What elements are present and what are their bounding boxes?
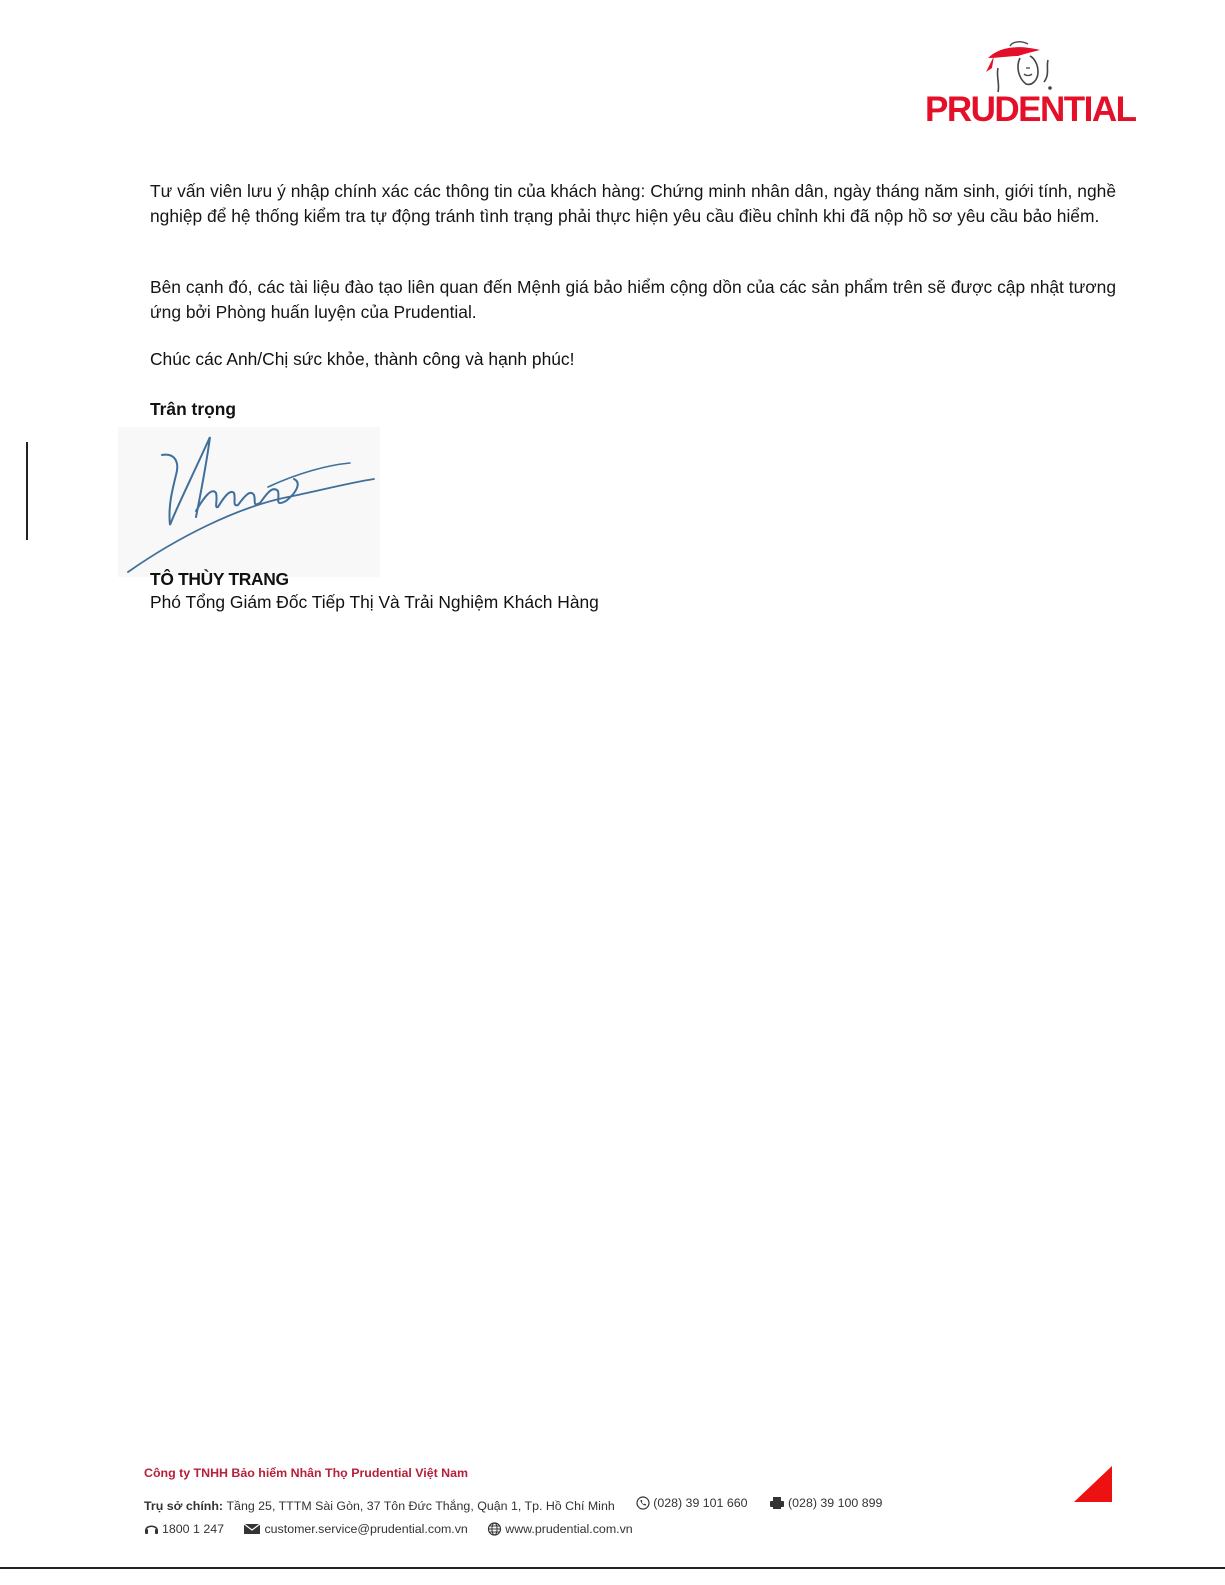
footer-email[interactable] bbox=[243, 1522, 467, 1536]
email-link[interactable]: customer.service@prudential.com.vn bbox=[264, 1522, 468, 1536]
footer-fax bbox=[769, 1496, 882, 1510]
corner-triangle-accent bbox=[1072, 1466, 1112, 1504]
signer-name: TÔ THÙY TRANG bbox=[150, 569, 289, 589]
brand-wordmark: PRUDENTIAL bbox=[925, 90, 1136, 129]
closing-salutation: Trân trọng bbox=[150, 399, 236, 419]
footer-contact-row bbox=[144, 1522, 649, 1539]
head-office-address: Tầng 25, TTTM Sài Gòn, 37 Tôn Đức Thắng, Quận 1, Tp. Hồ Chí Minh bbox=[226, 1499, 615, 1513]
footer-hotline bbox=[144, 1522, 224, 1536]
footer-phone bbox=[636, 1496, 747, 1510]
phone-icon bbox=[636, 1496, 650, 1510]
head-office-label: Trụ sở chính: bbox=[144, 1499, 224, 1513]
lady-prudence-icon bbox=[980, 38, 1060, 94]
letter-body bbox=[150, 179, 1116, 325]
handwritten-signature bbox=[118, 427, 380, 577]
bottom-rule bbox=[0, 1567, 1225, 1569]
prudential-logo bbox=[925, 38, 1136, 130]
fax-icon bbox=[769, 1496, 785, 1510]
footer-website[interactable] bbox=[487, 1522, 632, 1536]
paragraph-data-accuracy: Tư vấn viên lưu ý nhập chính xác các thông tin của khách hàng: Chứng minh nhân dân, ngày tháng năm sinh, giới tính, nghề nghiệp để hệ thống kiểm tra tự động tránh tình trạng phải thực hiện yêu cầu điều chỉnh khi đã nộp hồ sơ yêu cầu bảo hiểm. bbox=[150, 181, 1116, 226]
paragraph-training-update: Bên cạnh đó, các tài liệu đào tạo liên quan đến Mệnh giá bảo hiểm cộng dồn của các sản phẩm trên sẽ được cập nhật tương ứng bởi Phòng huấn luyện của Prudential. bbox=[150, 277, 1116, 322]
footer-address-row bbox=[144, 1496, 900, 1513]
fax-number: (028) 39 100 899 bbox=[788, 1496, 883, 1510]
globe-icon bbox=[487, 1522, 502, 1536]
footer-company-name: Công ty TNHH Bảo hiểm Nhân Thọ Prudential Việt Nam bbox=[144, 1466, 469, 1480]
headset-icon bbox=[144, 1522, 159, 1536]
hotline-number: 1800 1 247 bbox=[162, 1522, 225, 1536]
envelope-icon bbox=[243, 1522, 261, 1536]
signer-title: Phó Tổng Giám Đốc Tiếp Thị Và Trải Nghiệm Khách Hàng bbox=[150, 592, 599, 612]
phone-number: (028) 39 101 660 bbox=[653, 1496, 748, 1510]
margin-rule bbox=[26, 442, 28, 540]
website-link[interactable]: www.prudential.com.vn bbox=[505, 1522, 633, 1536]
paragraph-wishes: Chúc các Anh/Chị sức khỏe, thành công và hạnh phúc! bbox=[150, 349, 575, 369]
